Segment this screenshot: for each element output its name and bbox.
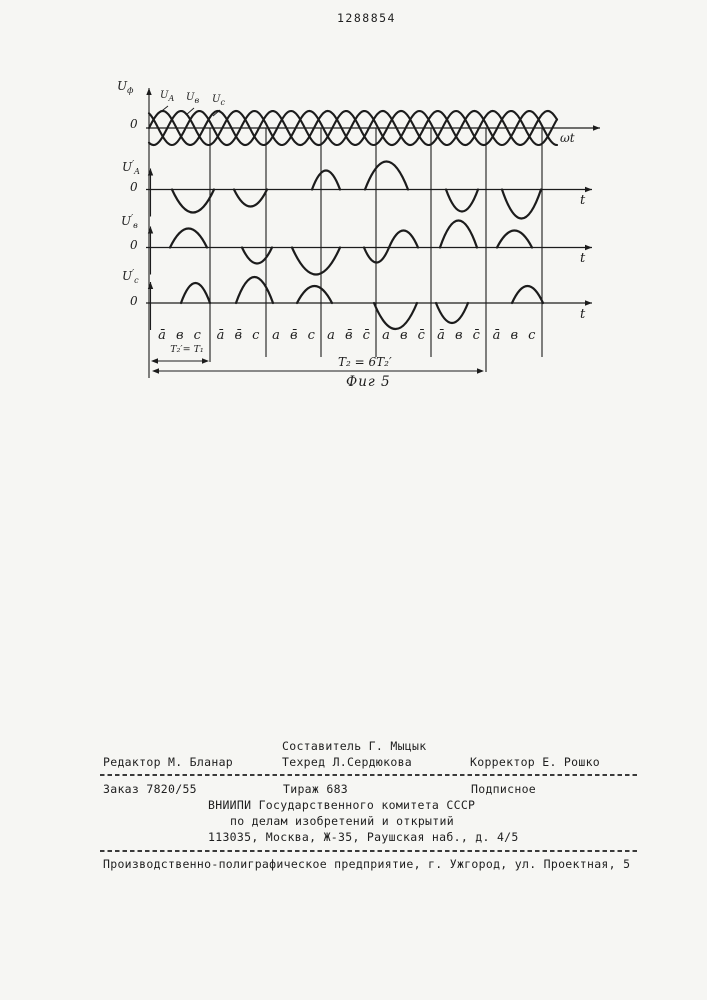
colophon-printer: Производственно-полиграфическое предприятие, г. Ужгород, ул. Проектная, 5 xyxy=(103,857,631,871)
t2-prime-label: T₂′= T₁ xyxy=(170,344,204,355)
row-axis-arrowhead xyxy=(585,300,592,305)
phase-label-uc xyxy=(212,95,225,107)
omega-t-label: ωt xyxy=(560,131,575,145)
phase-label-ub xyxy=(186,93,199,105)
segment-label: а в̄ с xyxy=(272,328,315,343)
row-c-label-sub: с xyxy=(134,276,139,285)
output-voltage-arc xyxy=(436,303,468,323)
output-voltage-arc xyxy=(242,248,272,264)
colophon-subscription: Подписное xyxy=(471,782,537,796)
phase-label-ua-sub: A xyxy=(168,94,175,103)
colophon-address: 113035, Москва, Ж-35, Раушская наб., д. 4/5 xyxy=(208,830,519,844)
dashed-rule-top xyxy=(100,774,640,776)
output-voltage-arc xyxy=(502,190,541,219)
output-voltage-arc xyxy=(374,303,417,329)
uf-axis-label-sub: ф xyxy=(127,86,134,95)
segment-label: а̄ в с̄ xyxy=(437,328,480,343)
dashed-rule-bottom xyxy=(100,850,640,852)
output-voltage-arc xyxy=(312,171,340,190)
output-voltage-arc xyxy=(497,231,532,248)
colophon-corrector: Корректор Е. Рошко xyxy=(470,755,601,769)
phase-label-ua-base: U xyxy=(160,90,169,101)
row-b-label-base: U xyxy=(121,214,132,228)
colophon-org2: по делам изобретений и открытий xyxy=(230,814,454,828)
output-voltage-arc xyxy=(172,190,214,213)
row-b-label-sub: в xyxy=(133,221,138,230)
row-c-label-base: U xyxy=(122,269,133,283)
t-label-row-b: t xyxy=(580,251,586,266)
zero-label-row-b: 0 xyxy=(130,238,138,252)
colophon-circulation: Тираж 683 xyxy=(283,782,349,796)
output-voltage-arc xyxy=(236,277,273,303)
output-voltage-arc xyxy=(181,283,210,303)
row-axis-arrowhead xyxy=(585,187,592,192)
row-b-axis-label xyxy=(121,215,138,230)
colophon-org: ВНИИПИ Государственного комитета СССР xyxy=(208,798,476,812)
colophon-order: Заказ 7820/55 xyxy=(103,782,197,796)
t-label-row-a: t xyxy=(580,193,586,208)
output-voltage-arc xyxy=(297,286,332,303)
row-b-label-prime: ′ xyxy=(131,214,134,224)
output-voltage-arc xyxy=(389,231,418,248)
zero-label-row-a: 0 xyxy=(130,180,138,194)
uf-axis-label xyxy=(117,80,133,95)
figure-caption: Фиг 5 xyxy=(346,374,391,390)
t2-arrow-left-head xyxy=(152,368,159,373)
phase-label-uc-base: U xyxy=(212,94,221,105)
output-voltage-arc xyxy=(446,190,478,212)
row-a-label-prime: ′ xyxy=(132,160,135,170)
uf-axis-label-base: U xyxy=(117,79,128,93)
output-voltage-arc xyxy=(512,286,543,303)
colophon-techred: Техред Л.Сердюкова xyxy=(282,755,413,769)
top-axis-arrowhead xyxy=(593,125,600,130)
row-axis-arrowhead xyxy=(585,245,592,250)
zero-label-top: 0 xyxy=(130,117,138,131)
output-voltage-arc xyxy=(170,229,207,248)
t-label-row-c: t xyxy=(580,307,586,322)
phase-label-ub-sub: в xyxy=(194,96,200,105)
row-a-label-base: U xyxy=(122,160,133,174)
patent-number: 1288854 xyxy=(337,11,396,25)
segment-label: а̄ в с xyxy=(492,328,536,343)
t2-arrow-right-head xyxy=(477,368,484,373)
phase-label-uc-sub: с xyxy=(220,98,225,107)
row-a-label-sub: A xyxy=(134,167,140,176)
segment-label: а в с̄ xyxy=(382,328,425,343)
uf-axis-arrowhead xyxy=(146,88,151,95)
colophon-editor: Редактор М. Бланар xyxy=(103,755,234,769)
phase-label-ub-base: U xyxy=(186,92,195,103)
row-c-label-prime: ′ xyxy=(132,269,135,279)
row-c-axis-label xyxy=(122,270,139,285)
phase-label-leader xyxy=(186,108,194,115)
t2-prime-arrow-right-head xyxy=(202,358,209,363)
zero-label-row-c: 0 xyxy=(130,294,138,308)
output-voltage-arc xyxy=(440,221,477,248)
row-a-axis-label xyxy=(122,161,140,176)
output-voltage-arc xyxy=(292,248,340,275)
t2-prime-arrow-left-head xyxy=(151,358,158,363)
output-voltage-arc xyxy=(365,162,408,190)
colophon-compiler: Составитель Г. Мыцык xyxy=(282,739,427,753)
segment-label: а̄ в̄ с xyxy=(216,328,260,343)
phase-label-ua xyxy=(160,91,174,103)
output-voltage-arc xyxy=(234,190,267,207)
t2-label: T₂ = 6T₂′ xyxy=(338,355,392,369)
segment-label: а в̄ с̄ xyxy=(327,328,370,343)
segment-label: а̄ в с xyxy=(158,328,201,343)
